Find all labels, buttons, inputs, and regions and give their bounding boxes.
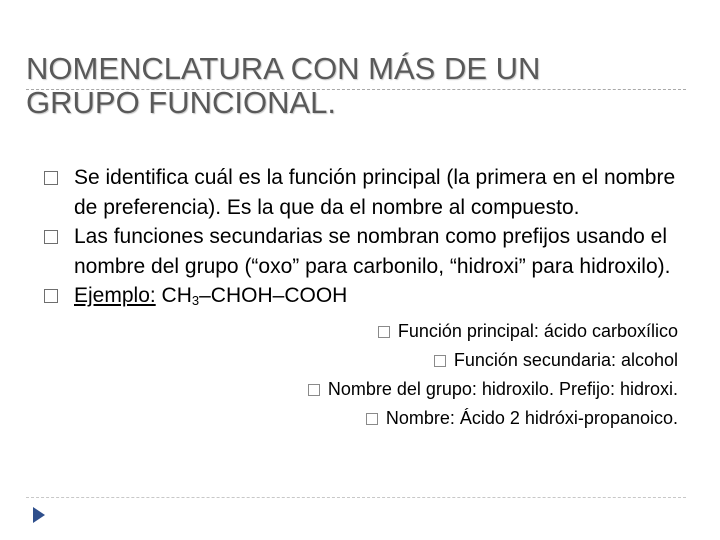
example-label: Ejemplo: <box>74 284 156 307</box>
bullet-text: Se identifica cuál es la función principal (la primera en el nombre de preferencia). Es la que da el nombre al compuesto. <box>74 166 676 219</box>
sub-bullet-compound-name <box>42 404 682 433</box>
slide-title <box>26 52 686 120</box>
sub-bullet-text: Función principal: ácido carboxílico <box>397 320 678 341</box>
sub-bullet-text: Función secundaria: alcohol <box>453 349 678 370</box>
sub-bullet-main-function <box>42 317 720 346</box>
checkbox-bullet-icon <box>44 171 58 185</box>
formula-subscript: 3 <box>191 293 200 308</box>
next-slide-arrow-icon[interactable] <box>33 507 45 523</box>
formula-part: CH <box>161 284 192 307</box>
formula-part: –CHOH–COOH <box>199 284 348 307</box>
checkbox-bullet-icon <box>44 230 58 244</box>
title-divider <box>26 89 686 90</box>
checkbox-bullet-icon <box>366 413 378 425</box>
sub-bullet-list <box>42 317 682 433</box>
bullet-item-main-function <box>42 163 682 222</box>
sub-bullet-text: Nombre del grupo: hidroxilo. Prefijo: hidroxi. <box>327 378 678 399</box>
bullet-item-secondary-functions <box>42 222 682 281</box>
footer-divider <box>26 497 686 498</box>
sub-bullet-text: Nombre: Ácido 2 hidróxi-propanoico. <box>385 407 678 428</box>
bullet-list <box>42 163 682 433</box>
example-formula <box>162 284 348 307</box>
checkbox-bullet-icon <box>378 326 390 338</box>
bullet-item-example <box>42 281 682 311</box>
title-line-2: GRUPO FUNCIONAL. <box>26 85 337 120</box>
sub-bullet-secondary-function <box>42 346 720 375</box>
sub-bullet-group-name <box>42 375 680 404</box>
checkbox-bullet-icon <box>44 289 58 303</box>
checkbox-bullet-icon <box>434 355 446 367</box>
checkbox-bullet-icon <box>308 384 320 396</box>
bullet-text: Las funciones secundarias se nombran como prefijos usando el nombre del grupo (“oxo” para carbonilo, “hidroxi” para hidroxilo). <box>74 225 671 278</box>
title-line-1: NOMENCLATURA CON MÁS DE UN <box>26 51 541 86</box>
